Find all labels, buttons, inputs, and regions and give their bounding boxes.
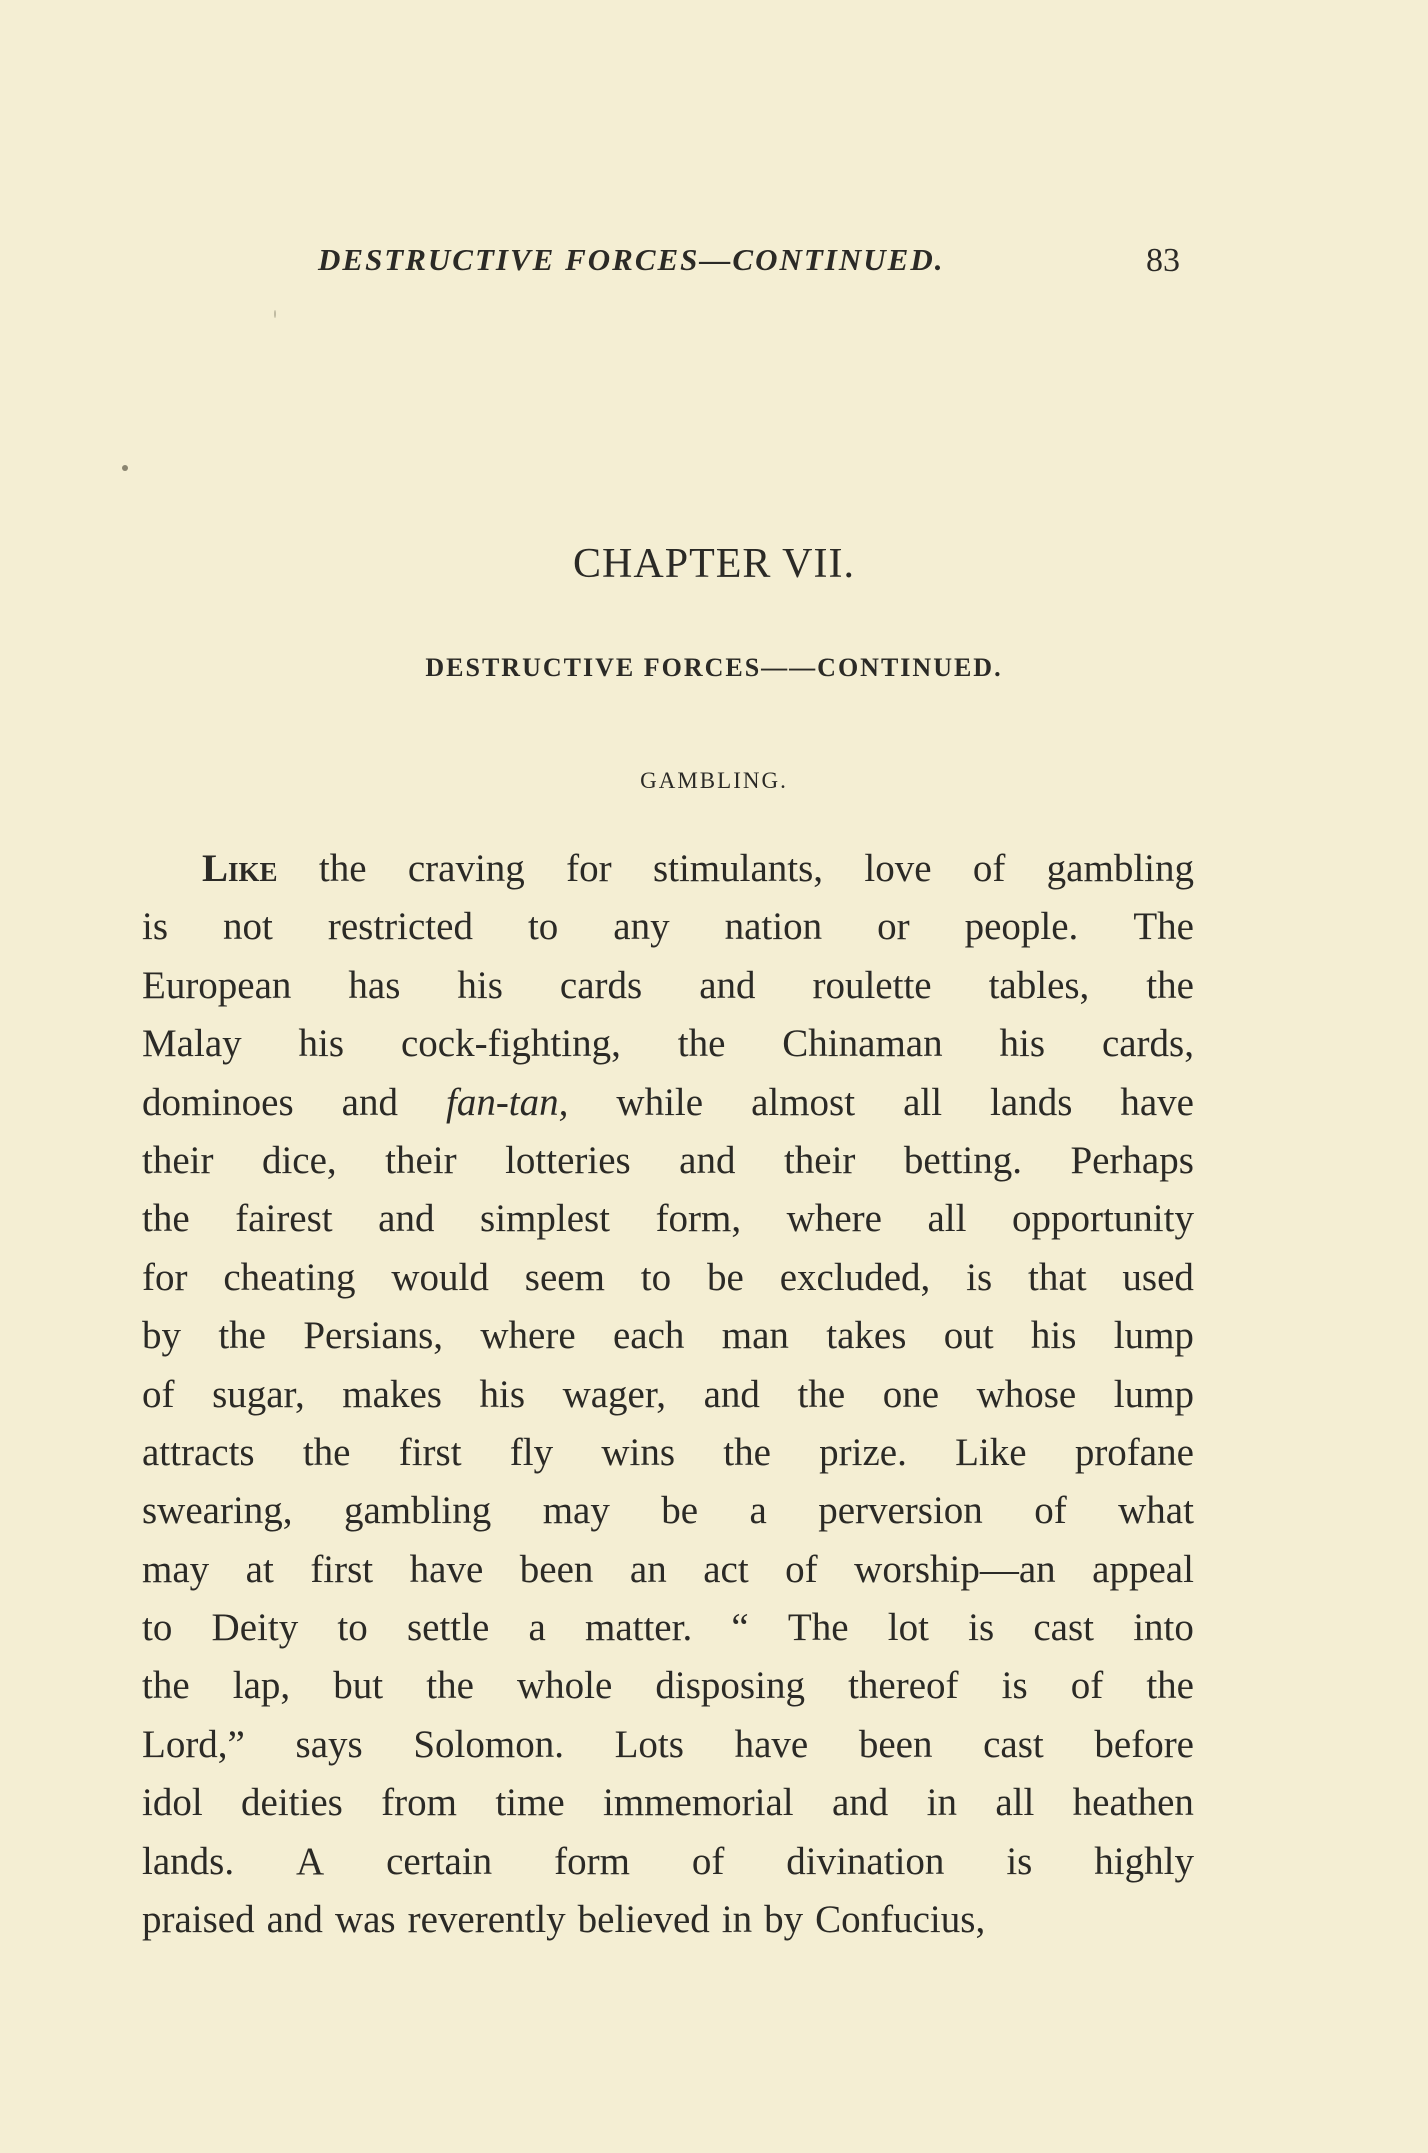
text-word: the (677, 1022, 726, 1066)
text-word: love (864, 847, 932, 890)
text-line (142, 1891, 1194, 1949)
text-word: their (142, 1138, 214, 1182)
text-word: the (797, 1372, 846, 1416)
text-word: The (787, 1606, 849, 1650)
text-word: Persians, (303, 1314, 444, 1358)
text-word: Lord,” (142, 1722, 245, 1766)
text-word: the (1146, 1664, 1194, 1708)
text-word: for (566, 847, 612, 890)
text-word: disposing (655, 1664, 805, 1708)
text-word: his (457, 963, 503, 1007)
text-word: cards (559, 963, 643, 1007)
text-word: where (786, 1197, 882, 1241)
text-word: an (629, 1547, 667, 1591)
text-word: of (142, 1372, 175, 1416)
text-line (142, 1015, 1194, 1073)
text-word: stimulants, (652, 847, 824, 890)
text-word: whose (976, 1372, 1077, 1416)
text-word: his (479, 1372, 526, 1416)
text-word: Solomon. (413, 1722, 564, 1766)
text-line (142, 1190, 1194, 1248)
text-word: form, (655, 1197, 742, 1241)
text-word: the (302, 1430, 351, 1474)
text-word: would (391, 1255, 489, 1299)
text-word: or (877, 905, 910, 949)
text-word: dominoes (142, 1080, 294, 1124)
text-word: Malay (142, 1022, 242, 1066)
text-word: heathen (1072, 1781, 1194, 1825)
text-word: have (734, 1722, 809, 1766)
text-word: makes (342, 1372, 442, 1416)
text-word: lands. (142, 1839, 235, 1883)
text-word: opportunity (1011, 1197, 1194, 1241)
text-line (142, 1132, 1194, 1190)
text-word: immemorial (603, 1781, 794, 1825)
text-word: idol (142, 1781, 203, 1825)
text-word: roulette (812, 963, 932, 1007)
text-word: of (972, 847, 1006, 890)
text-word: has (348, 963, 401, 1007)
text-word: of (785, 1547, 818, 1591)
text-word: fan-tan, (445, 1080, 569, 1124)
text-word: lump (1113, 1314, 1194, 1358)
text-word: betting. (903, 1138, 1022, 1182)
text-word: says (295, 1722, 363, 1766)
text-word: European (142, 963, 292, 1007)
text-word: all (927, 1197, 967, 1241)
text-word: believed (577, 1898, 710, 1942)
text-word: of (691, 1839, 725, 1883)
text-word: is (1001, 1664, 1028, 1708)
text-word: for (142, 1255, 188, 1299)
running-header-title: DESTRUCTIVE FORCES—CONTINUED. (318, 242, 945, 277)
text-word: and (266, 1898, 323, 1942)
text-word: simplest (480, 1197, 611, 1241)
text-word: any (613, 905, 670, 949)
text-word: tables, (988, 963, 1090, 1007)
text-word: cards, (1101, 1022, 1194, 1066)
text-word: wager, (562, 1372, 667, 1416)
text-word: have (1120, 1080, 1194, 1124)
text-word: and (831, 1781, 889, 1825)
text-word: people. (964, 905, 1079, 949)
text-word: to (640, 1255, 672, 1299)
text-line (142, 1482, 1194, 1540)
text-word: used (1122, 1255, 1194, 1299)
text-word: Lots (614, 1722, 684, 1766)
text-word: perversion (818, 1489, 983, 1533)
text-word: wins (601, 1430, 676, 1474)
text-line (142, 1424, 1194, 1482)
text-word: to (527, 905, 559, 949)
text-line (142, 1366, 1194, 1424)
text-line (142, 1074, 1194, 1132)
text-word: certain (386, 1839, 493, 1883)
text-word: of (1034, 1489, 1067, 1533)
text-word: excluded, (779, 1255, 931, 1299)
text-word: the (142, 1664, 190, 1708)
text-word: matter. (584, 1606, 693, 1650)
text-word: into (1133, 1606, 1194, 1650)
text-word: Perhaps (1070, 1138, 1194, 1182)
text-line (142, 1657, 1194, 1715)
chapter-title: CHAPTER VII. (573, 541, 855, 587)
text-word: deities (241, 1781, 343, 1825)
text-word: whole (517, 1664, 613, 1708)
text-line (142, 898, 1194, 956)
text-word: cock-fighting, (400, 1022, 621, 1066)
text-word: at (245, 1547, 274, 1591)
print-speck (274, 310, 276, 318)
text-word: may (542, 1489, 610, 1533)
text-line (142, 1774, 1194, 1832)
chapter-subtitle: DESTRUCTIVE FORCES——CONTINUED. (425, 653, 1003, 682)
text-word: their (783, 1138, 856, 1182)
text-word: his (999, 1022, 1046, 1066)
text-word: the (1146, 963, 1194, 1007)
text-word: the (318, 847, 367, 890)
text-line (142, 1716, 1194, 1774)
text-word: one (882, 1372, 940, 1416)
text-word: Deity (211, 1606, 299, 1650)
text-word: praised (142, 1898, 255, 1942)
text-word: takes (826, 1314, 907, 1358)
section-heading: GAMBLING. (640, 768, 788, 793)
text-word: and (699, 963, 756, 1007)
text-word: all (995, 1781, 1035, 1825)
text-word: nation (724, 905, 823, 949)
text-word: cast (1033, 1606, 1094, 1650)
text-word: is (1006, 1839, 1033, 1883)
text-word: a (528, 1606, 546, 1650)
text-word: craving (407, 847, 525, 890)
text-word: gambling (343, 1489, 492, 1533)
text-word: been (858, 1722, 933, 1766)
text-word: restricted (327, 905, 473, 949)
text-word: dice, (261, 1138, 337, 1182)
text-word: Confucius, (815, 1898, 986, 1942)
text-word: before (1094, 1722, 1194, 1766)
text-word: been (519, 1547, 594, 1591)
text-word: and (378, 1197, 435, 1241)
text-word: thereof (848, 1664, 959, 1708)
text-word: have (409, 1547, 484, 1591)
text-word: lot (887, 1606, 929, 1650)
body-paragraph (142, 840, 1194, 1949)
text-word: seem (524, 1255, 605, 1299)
text-word: of (1070, 1664, 1104, 1708)
text-word: in (721, 1898, 753, 1942)
text-word: and (341, 1080, 398, 1124)
text-word: is (968, 1606, 995, 1650)
text-word: appeal (1092, 1547, 1194, 1591)
text-word: time (495, 1781, 565, 1825)
text-word: and (679, 1138, 736, 1182)
text-word: attracts (142, 1430, 255, 1474)
text-word: the (426, 1664, 474, 1708)
text-word: The (1133, 905, 1194, 949)
text-word: act (703, 1547, 749, 1591)
text-word: gambling (1046, 847, 1194, 890)
text-word: swearing, (142, 1489, 293, 1533)
text-word: A (296, 1839, 325, 1883)
text-word: is (966, 1255, 993, 1299)
text-word: his (298, 1022, 345, 1066)
text-word: what (1118, 1489, 1194, 1533)
text-word: first (398, 1430, 462, 1474)
text-word: each (613, 1314, 685, 1358)
text-word: divination (786, 1839, 945, 1883)
text-word: Like (202, 847, 278, 890)
text-word: was (334, 1898, 396, 1942)
text-word: in (926, 1781, 957, 1825)
text-word: lands (990, 1080, 1073, 1124)
text-word: his (1030, 1314, 1077, 1358)
text-word: by (142, 1314, 181, 1358)
text-word: lump (1113, 1372, 1194, 1416)
text-word: to (142, 1606, 173, 1650)
text-word: lotteries (505, 1138, 631, 1182)
text-word: reverently (407, 1898, 566, 1942)
text-word: settle (406, 1606, 490, 1650)
text-word: and (703, 1372, 760, 1416)
text-word: that (1028, 1255, 1087, 1299)
text-word: Chinaman (782, 1022, 943, 1066)
text-word: be (707, 1255, 744, 1299)
text-word: to (337, 1606, 368, 1650)
text-word: the (723, 1430, 771, 1474)
text-word: be (661, 1489, 699, 1533)
text-word: highly (1094, 1839, 1194, 1883)
text-line (142, 1541, 1194, 1599)
text-word: while (616, 1080, 704, 1124)
text-word: lap, (232, 1664, 291, 1708)
text-word: first (310, 1547, 374, 1591)
page-number: 83 (1146, 242, 1180, 279)
text-word: the (218, 1314, 266, 1358)
text-line (142, 1599, 1194, 1657)
text-word: may (142, 1547, 210, 1591)
text-word: “ (731, 1606, 749, 1650)
text-line (142, 1833, 1194, 1891)
print-speck (122, 465, 128, 471)
text-word: worship—an (854, 1547, 1056, 1591)
text-word: out (943, 1314, 994, 1358)
text-word: cast (983, 1722, 1044, 1766)
text-word: from (381, 1781, 457, 1825)
text-word: where (480, 1314, 576, 1358)
text-word: all (903, 1080, 943, 1124)
text-line (142, 1307, 1194, 1365)
text-word: cheating (223, 1255, 356, 1299)
text-word: a (749, 1489, 767, 1533)
text-word: form (554, 1839, 630, 1883)
text-word: fly (509, 1430, 554, 1474)
text-word: Like (955, 1430, 1027, 1474)
text-word: man (721, 1314, 789, 1358)
text-word: fairest (235, 1197, 333, 1241)
text-word: prize. (819, 1430, 907, 1474)
text-word: almost (751, 1080, 856, 1124)
text-word: sugar, (212, 1372, 305, 1416)
text-word: not (223, 905, 273, 949)
text-word: profane (1074, 1430, 1194, 1474)
text-word: the (142, 1197, 190, 1241)
text-word: is (142, 905, 169, 949)
text-line (142, 840, 1194, 898)
text-word: their (385, 1138, 457, 1182)
text-line (142, 957, 1194, 1015)
text-line (142, 1249, 1194, 1307)
text-word: by (764, 1898, 804, 1942)
text-word: but (333, 1664, 384, 1708)
